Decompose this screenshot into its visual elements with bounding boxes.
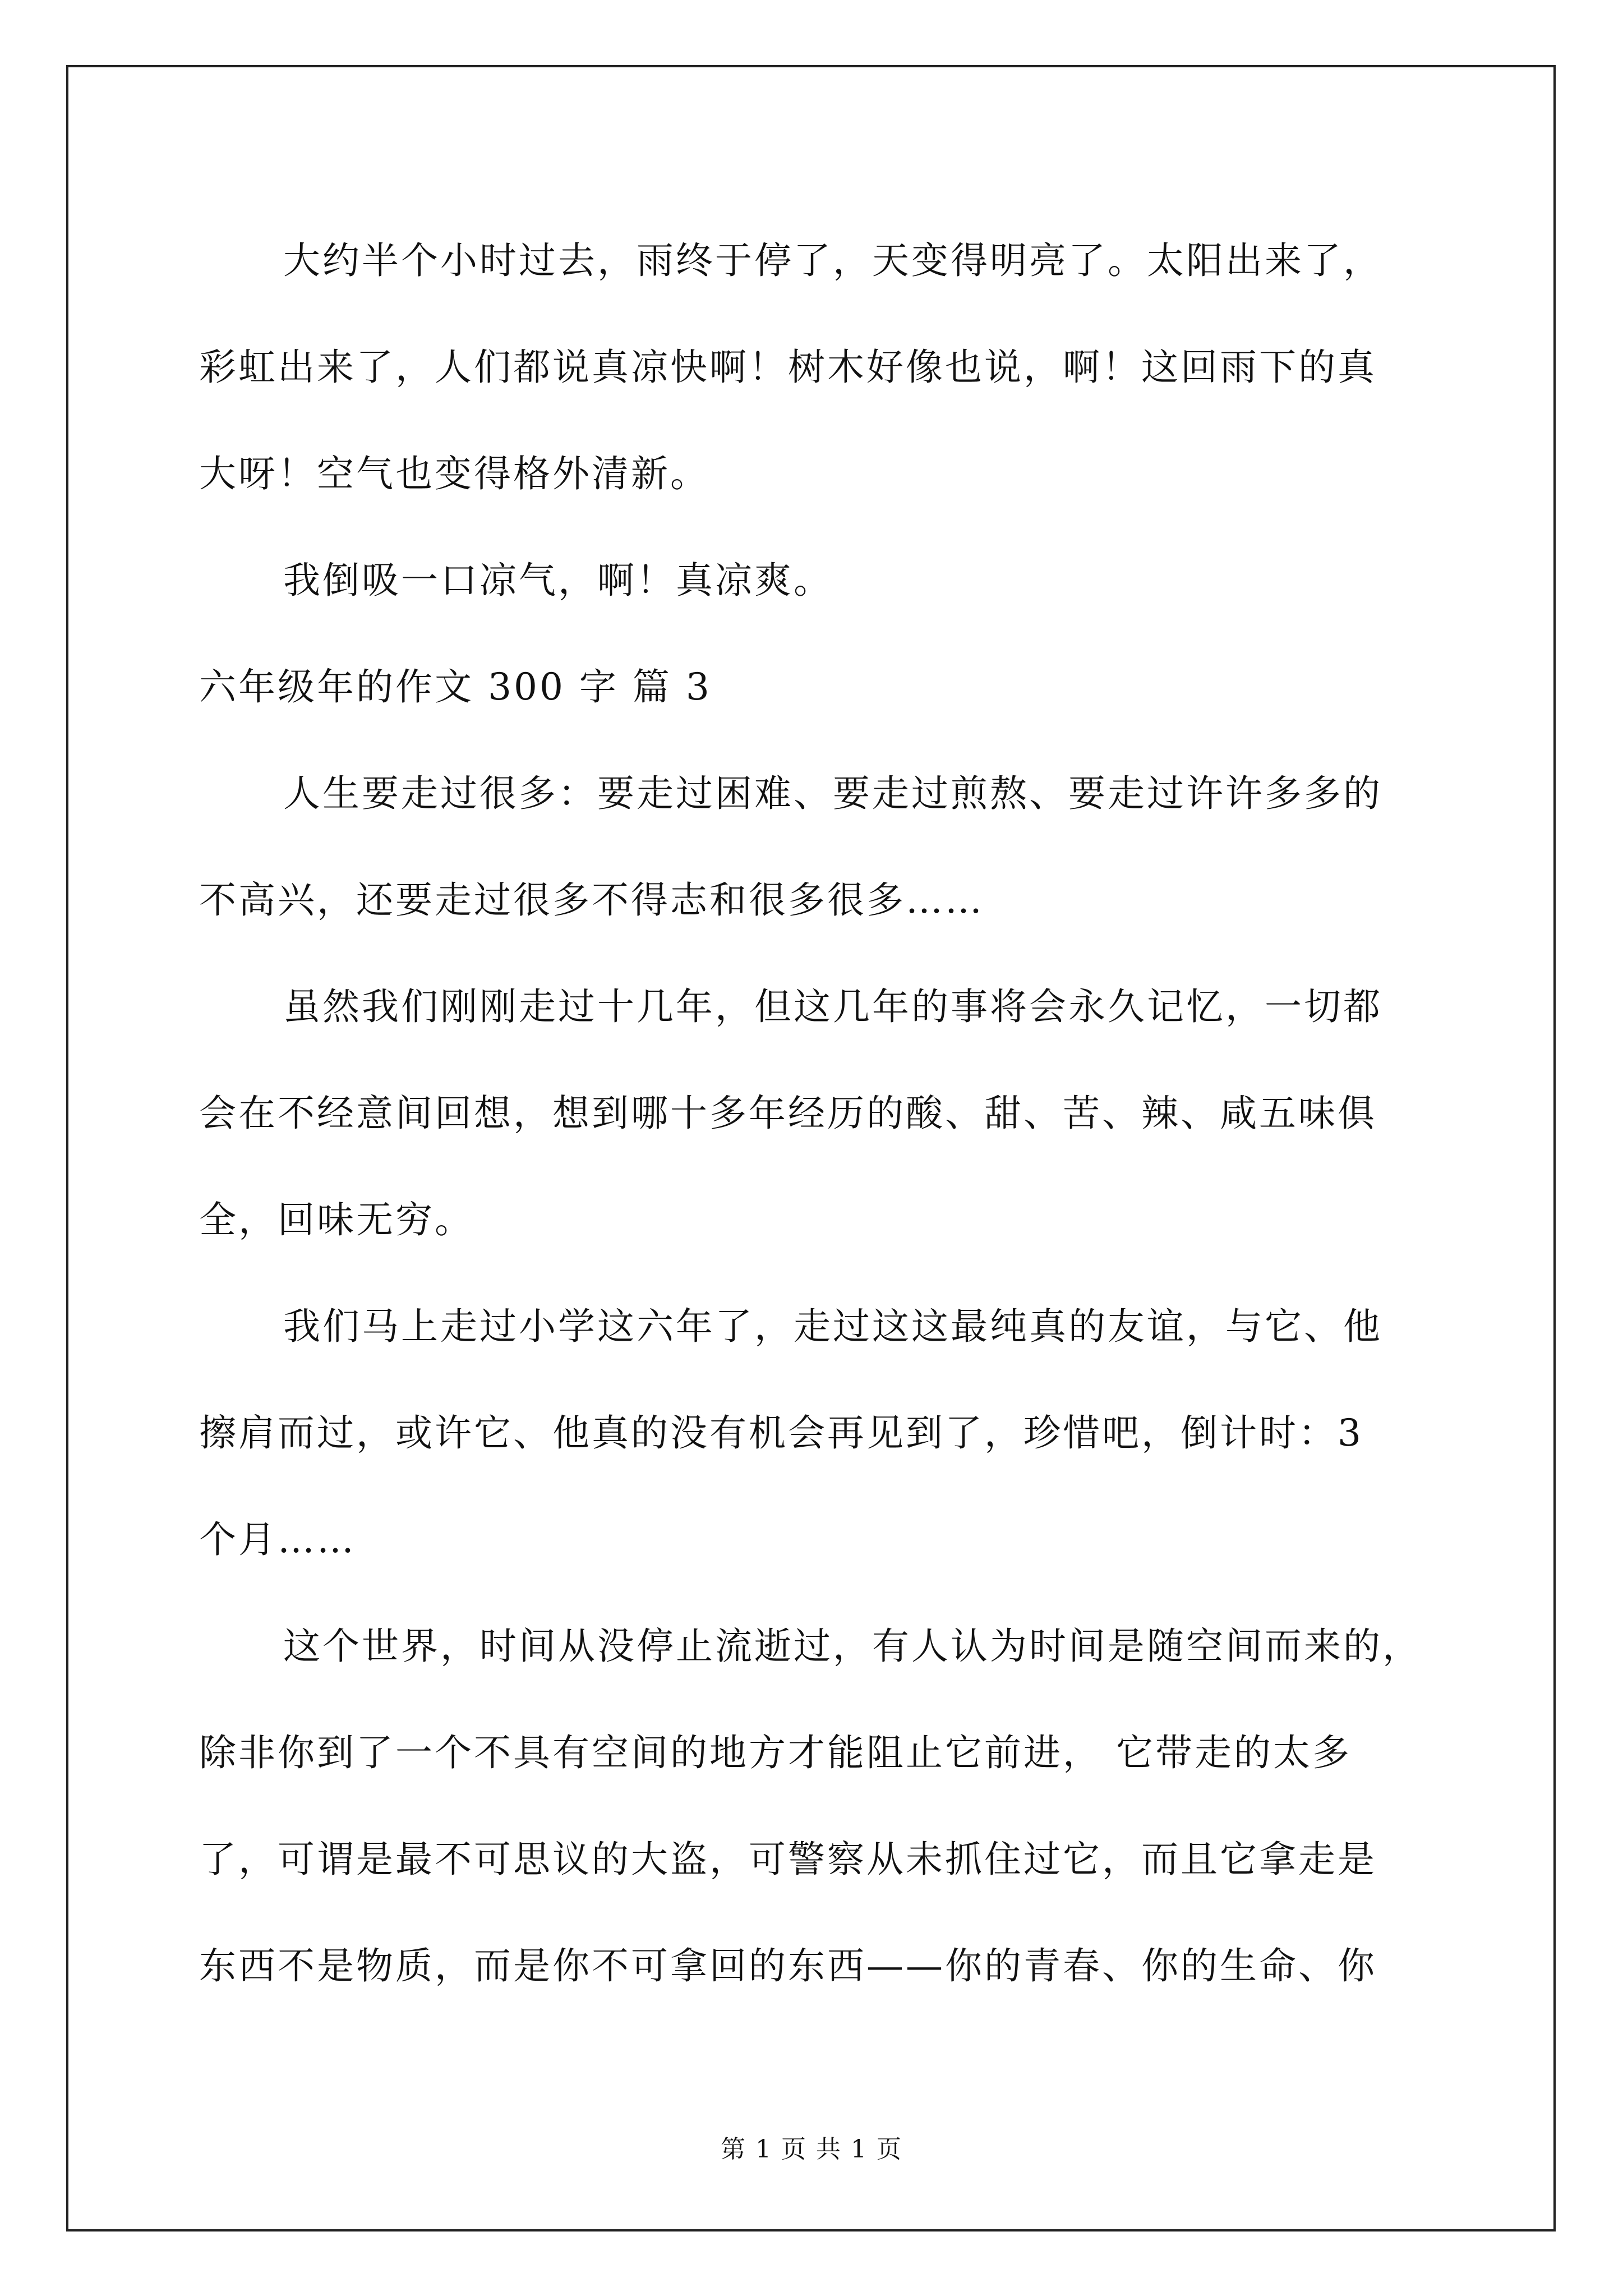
document-body xyxy=(199,208,1438,2019)
text-line: 虽然我们刚刚走过十几年，但这几年的事将会永久记忆，一切都 xyxy=(283,985,1382,1028)
text-line: 这个世界，时间从没停止流逝过，有人认为时间是随空间而来的， xyxy=(283,1625,1422,1668)
text-line: 个月…… xyxy=(199,1518,356,1561)
text-line: 人生要走过很多：要走过困难、要走过煎熬、要走过许许多多的 xyxy=(283,772,1382,815)
text-line: 大约半个小时过去，雨终于停了，天变得明亮了。太阳出来了， xyxy=(283,239,1382,282)
text-line: 了，可谓是最不可思议的大盗，可警察从未抓住过它，而且它拿走是 xyxy=(199,1838,1377,1881)
text-line: 东西不是物质，而是你不可拿回的东西——你的青春、你的生命、你 xyxy=(199,1944,1377,1987)
text-line: 擦肩而过，或许它、他真的没有机会再见到了，珍惜吧，倒计时：3 xyxy=(199,1411,1363,1455)
text-line: 不高兴，还要走过很多不得志和很多很多…… xyxy=(199,878,984,922)
text-line: 全，回味无穷。 xyxy=(199,1198,474,1241)
section-heading: 六年级年的作文 300 字 篇 3 xyxy=(199,665,712,708)
text-line: 我倒吸一口凉气，啊！真凉爽。 xyxy=(283,559,833,602)
text-line: 我们马上走过小学这六年了，走过这这最纯真的友谊，与它、他 xyxy=(283,1305,1382,1348)
page-footer: 第 1 页 共 1 页 xyxy=(721,2135,902,2164)
text-line: 除非你到了一个不具有空间的地方才能阻止它前进， 它带走的太多 xyxy=(199,1731,1352,1774)
text-line: 彩虹出来了，人们都说真凉快啊！树木好像也说，啊！这回雨下的真 xyxy=(199,346,1377,389)
text-line: 会在不经意间回想，想到哪十多年经历的酸、甜、苦、辣、咸五味俱 xyxy=(199,1092,1377,1135)
text-line: 大呀！空气也变得格外清新。 xyxy=(199,452,709,495)
